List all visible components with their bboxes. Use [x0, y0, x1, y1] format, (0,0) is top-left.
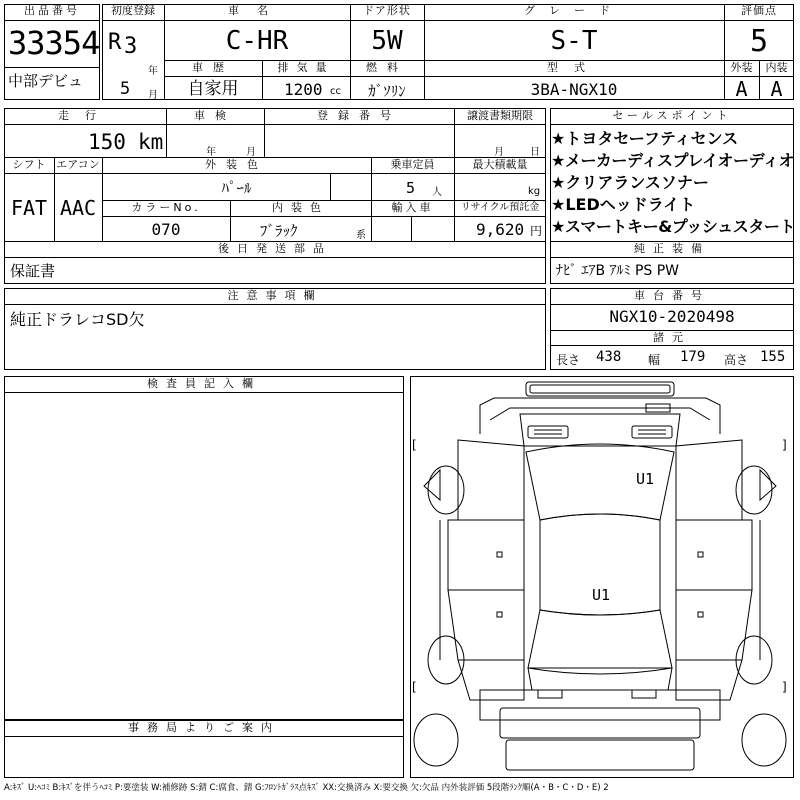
score-label: 評価点	[741, 4, 777, 17]
displacement-label: 排気量	[277, 61, 335, 74]
transfer-docs-label: 譲渡書類期限	[467, 109, 533, 122]
model-code-label: 型式	[547, 61, 601, 74]
bracket-left-2: [	[412, 680, 417, 694]
office-label: 事務局よりご案内	[128, 721, 280, 734]
transfer-month-unit: 月	[494, 147, 504, 158]
color-no: 070	[151, 220, 181, 239]
color-no-label: カラーNo.	[131, 201, 201, 214]
first-reg-label: 初度登録	[111, 4, 155, 17]
sales-point-3: ★クリアランスソナー	[551, 173, 709, 192]
sales-point-4: ★LEDヘッドライト	[551, 195, 696, 214]
inspection-year-unit: 年	[206, 147, 216, 158]
sales-points-list	[551, 128, 794, 238]
later-docs-label: 後日発送部品	[218, 242, 332, 255]
recycle-label: リサイクル預託金	[460, 202, 540, 213]
damage-mark-roof: U1	[592, 586, 611, 604]
history-label: 車歴	[192, 61, 234, 74]
equipment: ﾅﾋﾞ ｴｱB ｱﾙﾐ PS PW	[556, 263, 680, 279]
lot-number-label: 出品番号	[24, 4, 80, 17]
int-color-suffix: 系	[356, 230, 366, 241]
mileage: 150	[88, 130, 126, 154]
interior-label: 内装	[765, 61, 788, 74]
mileage-label: 走行	[58, 109, 112, 122]
exterior-label: 外装	[730, 61, 753, 74]
int-color: ﾌﾞﾗｯｸ	[260, 222, 298, 240]
length: 438	[596, 349, 622, 365]
notes: 純正ドラレコSD欠	[10, 310, 145, 329]
recycle-unit: 円	[530, 224, 543, 238]
exterior-grade: A	[735, 77, 748, 101]
reg-no-label: 登録番号	[317, 109, 401, 122]
transfer-day-unit: 日	[530, 147, 540, 158]
damage-mark-front: U1	[636, 470, 655, 488]
sales-point-1: ★トヨタセーフティセンス	[551, 129, 739, 148]
reg-month: 5	[120, 79, 131, 99]
era: R	[108, 30, 122, 55]
door-type: 5W	[371, 26, 403, 56]
chassis-label: 車台番号	[634, 289, 710, 302]
venue-name: 中部デビュ	[8, 72, 84, 90]
grade: S-T	[550, 26, 598, 56]
shift: FAT	[10, 196, 48, 220]
inspection-month-unit: 月	[246, 147, 256, 158]
capacity: 5	[406, 179, 416, 197]
door-label: ドア形状	[363, 4, 411, 17]
interior-grade: A	[770, 77, 783, 101]
car-name-label: 車名	[228, 4, 286, 17]
reg-year: 3	[124, 34, 138, 59]
inspector-label: 検査員記入欄	[147, 377, 261, 390]
notes-label: 注意事項欄	[227, 289, 323, 302]
width-label: 幅	[648, 353, 661, 367]
inspector-box	[4, 376, 404, 720]
max-load-unit: kg	[528, 186, 541, 197]
month-unit: 月	[148, 90, 158, 101]
length-label: 長さ	[556, 353, 581, 367]
sales-point-2: ★メーカーディスプレイオーディオ	[551, 151, 795, 170]
bracket-left-1: [	[412, 438, 417, 452]
width: 179	[680, 349, 706, 365]
score: 5	[749, 24, 769, 59]
height-label: 高さ	[724, 353, 749, 367]
fuel: ｶﾞｿﾘﾝ	[368, 82, 406, 100]
sales-point-5: ★スマートキー&プッシュスタート	[551, 217, 796, 236]
ac: AAC	[59, 196, 97, 220]
displacement-unit: cc	[330, 86, 341, 97]
grade-label: グレード	[524, 4, 624, 17]
int-color-label: 内装色	[272, 201, 329, 214]
history: 自家用	[187, 79, 239, 99]
shift-label: シフト	[12, 158, 46, 171]
lot-number: 33354	[8, 24, 100, 62]
sales-points-label: セールスポイント	[612, 109, 732, 122]
year-unit: 年	[148, 66, 158, 77]
max-load-label: 最大積載量	[472, 158, 528, 171]
mileage-unit: km	[138, 130, 164, 154]
ac-label: エアコン	[56, 158, 100, 171]
bracket-right-2: ]	[782, 680, 787, 694]
dims-label: 諸元	[653, 331, 691, 344]
equipment-label: 純正装備	[634, 242, 710, 255]
height: 155	[760, 349, 786, 365]
recycle-fee: 9,620	[476, 220, 525, 239]
ext-color-label: 外装色	[205, 158, 268, 171]
model-code: 3BA-NGX10	[530, 80, 618, 99]
chassis-number: NGX10-2020498	[609, 307, 735, 326]
later-docs: 保証書	[10, 262, 56, 280]
capacity-unit: 人	[432, 187, 442, 198]
capacity-label: 乗車定員	[390, 158, 435, 171]
fuel-label: 燃料	[366, 61, 408, 74]
car-name: C-HR	[225, 26, 289, 56]
inspection-label: 車検	[194, 109, 236, 122]
bracket-right-1: ]	[782, 438, 787, 452]
damage-legend: A:ｷｽﾞ U:ﾍｺﾐ B:ｷｽﾞを伴うﾍｺﾐ P:要塗装 W:補修跡 S:錆 C:腐食、錆 G:ﾌﾛﾝﾄｶﾞﾗｽ点ｷｽﾞ XX:交換済み X:要交換 欠:欠品 内外装評価 5段階ﾗﾝｸ順(A・B・C・D・E) 2	[4, 783, 609, 793]
displacement: 1200	[284, 80, 323, 99]
import-label: 輸入車	[391, 201, 434, 214]
ext-color: ﾊﾟｰﾙ	[221, 179, 252, 197]
car-body-diagram	[410, 376, 794, 778]
